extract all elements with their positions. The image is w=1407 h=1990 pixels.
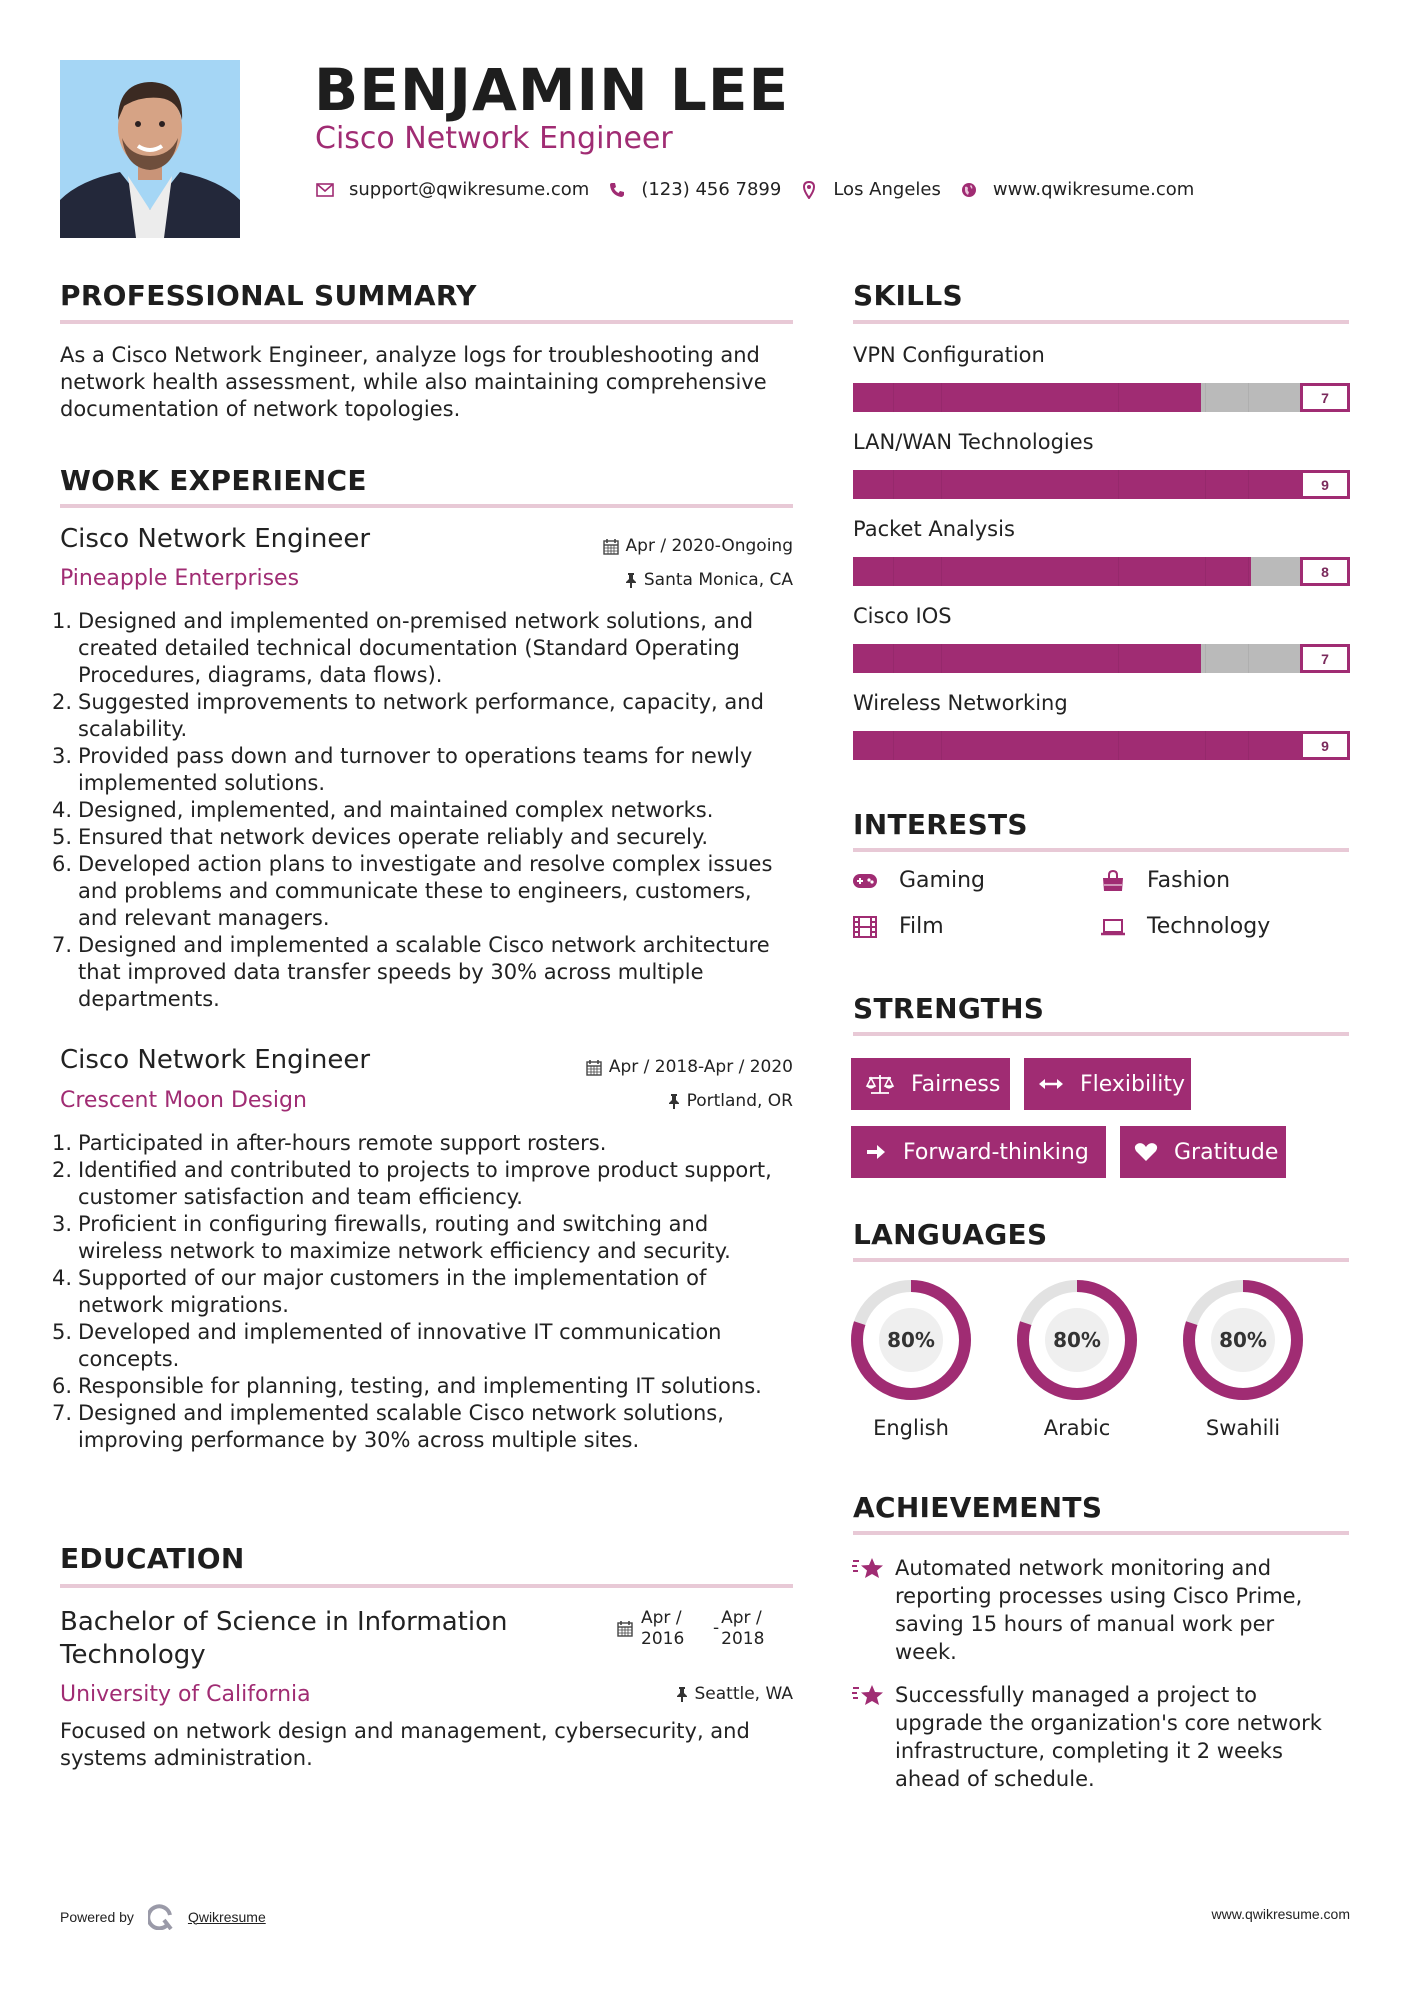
skill-level-badge: 9	[1300, 470, 1350, 499]
skill-segment-divider	[1205, 557, 1206, 586]
interest-film	[851, 914, 944, 939]
strength-fairness	[851, 1058, 1010, 1110]
list-item: 2. Identified and contributed to projects to improve product support, customer satisfaction and team efficiency.	[52, 1158, 772, 1209]
skill-segment-divider	[893, 557, 894, 586]
skill-segment-divider	[1205, 644, 1206, 673]
strength-forward-thinking	[851, 1126, 1106, 1178]
arrows-horizontal-icon	[1038, 1077, 1064, 1091]
list-item: 6. Responsible for planning, testing, and implementing IT solutions.	[52, 1374, 762, 1398]
interest-label: Film	[899, 914, 944, 939]
list-item: 6. Developed action plans to investigate and resolve complex issues and problems and communicate these to engineers, customers, and relevant managers.	[52, 852, 773, 930]
phone-icon	[607, 180, 627, 200]
heart-icon	[1134, 1142, 1158, 1162]
skill-segment-divider	[1205, 731, 1206, 760]
education-date-separator: -	[713, 1618, 720, 1638]
language-percent: 80%	[1053, 1328, 1101, 1352]
experience-divider	[60, 504, 793, 508]
skill-level-badge: 8	[1300, 557, 1350, 586]
skills-list	[853, 343, 1349, 778]
education-heading: EDUCATION	[60, 1542, 245, 1575]
languages-divider	[853, 1258, 1349, 1262]
skill-segment-divider	[893, 383, 894, 412]
school-name: University of California	[60, 1682, 311, 1707]
calendar-icon	[586, 1059, 602, 1076]
skill-segment-divider	[1118, 644, 1119, 673]
pushpin-icon	[625, 572, 637, 588]
contact-email-text: support@qwikresume.com	[349, 179, 590, 200]
achievement-text: Automated network monitoring and reporting processes using Cisco Prime, saving 15 hours of manual work per week.	[895, 1556, 1303, 1664]
strengths-heading: STRENGTHS	[853, 992, 1045, 1025]
skill-segment-divider	[1248, 383, 1249, 412]
job-company: Crescent Moon Design	[60, 1088, 307, 1113]
film-icon	[851, 915, 879, 939]
skill-segment-divider	[1118, 470, 1119, 499]
shooting-star-icon	[851, 1554, 895, 1666]
languages-heading: LANGUAGES	[853, 1218, 1048, 1251]
language-percent: 80%	[1219, 1328, 1267, 1352]
skill-fill	[853, 470, 1300, 499]
skill-track	[853, 644, 1300, 673]
map-pin-icon	[799, 180, 819, 200]
interest-label: Fashion	[1147, 868, 1231, 893]
language-progress-ring	[1017, 1280, 1137, 1400]
skill-progress-bar	[853, 644, 1350, 673]
skill-item	[853, 604, 1349, 691]
strength-flexibility	[1024, 1058, 1191, 1110]
list-item: 2. Suggested improvements to network performance, capacity, and scalability.	[52, 690, 764, 741]
language-percent: 80%	[887, 1328, 935, 1352]
strength-label: Fairness	[911, 1071, 1001, 1097]
job-location-text: Portland, OR	[686, 1091, 793, 1111]
contact-website[interactable]	[959, 179, 1194, 200]
skill-segment-divider	[1248, 644, 1249, 673]
list-item: 3. Proficient in configuring firewalls, routing and switching and wireless network to maximize network efficiency and security.	[52, 1212, 731, 1263]
skill-segment-divider	[1118, 731, 1119, 760]
summary-divider	[60, 320, 793, 324]
language-name: English	[873, 1416, 949, 1440]
interest-fashion	[1099, 868, 1230, 893]
education-dates	[617, 1608, 797, 1650]
list-item: 5. Developed and implemented of innovative IT communication concepts.	[52, 1320, 722, 1371]
list-item: 1. Participated in after-hours remote support rosters.	[52, 1131, 607, 1155]
list-item: 4. Supported of our major customers in the implementation of network migrations.	[52, 1266, 707, 1317]
job-location-text: Santa Monica, CA	[643, 570, 793, 590]
skill-label: Wireless Networking	[853, 691, 1068, 715]
pushpin-icon	[676, 1686, 688, 1702]
skills-divider	[853, 320, 1349, 324]
skill-segment-divider	[893, 644, 894, 673]
list-item: 5. Ensured that network devices operate reliably and securely.	[52, 825, 709, 849]
skill-label: LAN/WAN Technologies	[853, 430, 1094, 454]
globe-icon	[959, 180, 979, 200]
skill-fill	[853, 383, 1201, 412]
job-date	[560, 536, 793, 556]
interests-divider	[853, 848, 1349, 852]
strength-gratitude	[1120, 1126, 1286, 1178]
language-progress-ring	[851, 1280, 971, 1400]
balance-scale-icon	[865, 1073, 895, 1095]
achievement-item-2	[851, 1681, 1341, 1793]
interest-label: Technology	[1147, 914, 1271, 939]
skill-track	[853, 557, 1300, 586]
language-progress-ring	[1183, 1280, 1303, 1400]
skill-progress-bar	[853, 470, 1350, 499]
skill-track	[853, 470, 1300, 499]
job-date	[520, 1057, 793, 1077]
powered-by	[60, 1900, 266, 1933]
strength-label: Gratitude	[1174, 1139, 1279, 1165]
calendar-icon	[617, 1620, 633, 1637]
skill-segment-divider	[941, 470, 942, 499]
interests-heading: INTERESTS	[853, 808, 1028, 841]
job-2-bullets	[52, 1130, 795, 1454]
list-item: 4. Designed, implemented, and maintained complex networks.	[52, 798, 714, 822]
achievement-item-1	[851, 1554, 1341, 1666]
language-name: Arabic	[1043, 1416, 1111, 1440]
summary-heading: PROFESSIONAL SUMMARY	[60, 279, 477, 312]
person-portrait-icon	[60, 60, 240, 238]
contact-location-text: Los Angeles	[833, 179, 941, 200]
strengths-divider	[853, 1032, 1349, 1036]
skill-label: VPN Configuration	[853, 343, 1045, 367]
experience-heading: WORK EXPERIENCE	[60, 464, 367, 497]
pushpin-icon	[668, 1093, 680, 1109]
achievements-divider	[853, 1531, 1349, 1535]
list-item: 7. Designed and implemented a scalable Cisco network architecture that improved data transfer speeds by 30% across multiple departments.	[52, 933, 770, 1011]
contact-email[interactable]	[315, 179, 589, 200]
degree-title: Bachelor of Science in Information Technology	[60, 1607, 508, 1670]
contact-phone[interactable]	[607, 179, 781, 200]
job-date-text: Apr / 2020-Ongoing	[625, 536, 793, 556]
calendar-icon	[603, 538, 619, 555]
job-1-bullets	[52, 608, 795, 1013]
list-item: 7. Designed and implemented scalable Cisco network solutions, improving performance by 30% across multiple sites.	[52, 1401, 724, 1452]
summary-text: As a Cisco Network Engineer, analyze logs for troubleshooting and network health assessment, while also maintaining comprehensive documentation of network topologies.	[60, 343, 767, 421]
skill-progress-bar	[853, 557, 1350, 586]
interest-label: Gaming	[899, 868, 985, 893]
gamepad-icon	[851, 869, 879, 893]
skill-item	[853, 430, 1349, 517]
skill-segment-divider	[1248, 557, 1249, 586]
list-item: 3. Provided pass down and turnover to operations teams for newly implemented solutions.	[52, 744, 753, 795]
interest-technology	[1099, 914, 1270, 939]
job-title: Cisco Network Engineer	[60, 524, 371, 554]
skill-progress-bar	[853, 383, 1350, 412]
skill-item	[853, 691, 1349, 778]
education-date-end: Apr / 2018	[721, 1608, 765, 1649]
skill-track	[853, 383, 1300, 412]
education-location-text: Seattle, WA	[694, 1684, 793, 1704]
job-date-text: Apr / 2018-Apr / 2020	[608, 1057, 793, 1077]
skill-segment-divider	[1205, 383, 1206, 412]
job-company: Pineapple Enterprises	[60, 566, 300, 591]
skill-track	[853, 731, 1300, 760]
skill-level-badge: 7	[1300, 644, 1350, 673]
skill-segment-divider	[1118, 557, 1119, 586]
skills-heading: SKILLS	[853, 279, 963, 312]
skill-fill	[853, 557, 1251, 586]
skill-segment-divider	[1118, 383, 1119, 412]
skill-segment-divider	[1248, 470, 1249, 499]
education-location	[560, 1684, 793, 1704]
shooting-star-icon	[851, 1681, 895, 1793]
skill-fill	[853, 644, 1201, 673]
skill-item	[853, 343, 1349, 430]
language-item	[851, 1280, 971, 1440]
education-date-start: Apr / 2016	[641, 1608, 685, 1649]
qwikresume-logo-icon	[148, 1900, 174, 1933]
skill-label: Cisco IOS	[853, 604, 952, 628]
skill-segment-divider	[893, 470, 894, 499]
profile-photo	[60, 60, 240, 238]
skill-level-badge: 9	[1300, 731, 1350, 760]
skill-segment-divider	[1205, 470, 1206, 499]
candidate-name: BENJAMIN LEE	[314, 56, 790, 124]
powered-by-label: Powered by	[60, 1908, 134, 1925]
footer-website[interactable]: www.qwikresume.com	[1211, 1906, 1350, 1922]
interest-gaming	[851, 868, 985, 893]
envelope-icon	[315, 180, 335, 200]
candidate-title: Cisco Network Engineer	[315, 121, 673, 156]
skill-segment-divider	[893, 731, 894, 760]
shopping-bag-icon	[1099, 869, 1127, 893]
language-name: Swahili	[1205, 1416, 1281, 1440]
skill-fill	[853, 731, 1300, 760]
strength-label: Flexibility	[1080, 1071, 1185, 1097]
skill-segment-divider	[941, 644, 942, 673]
skill-segment-divider	[1248, 731, 1249, 760]
job-location	[560, 1091, 793, 1111]
skill-item	[853, 517, 1349, 604]
contact-bar	[315, 179, 1212, 200]
job-title: Cisco Network Engineer	[60, 1045, 371, 1075]
list-item: 1. Designed and implemented on-premised network solutions, and created detailed technical documentation (Standard Operating Procedures, diagrams, data flows).	[52, 609, 754, 687]
contact-location	[799, 179, 941, 200]
arrow-right-icon	[865, 1142, 887, 1162]
qwikresume-link[interactable]: Qwikresume	[187, 1908, 266, 1925]
language-item	[1017, 1280, 1137, 1440]
education-divider	[60, 1584, 793, 1588]
skill-label: Packet Analysis	[853, 517, 1015, 541]
contact-phone-text: (123) 456 7899	[641, 179, 782, 200]
achievements-heading: ACHIEVEMENTS	[853, 1491, 1103, 1524]
contact-website-text: www.qwikresume.com	[992, 179, 1195, 200]
skill-level-badge: 7	[1300, 383, 1350, 412]
laptop-icon	[1099, 915, 1127, 939]
language-item	[1183, 1280, 1303, 1440]
skill-segment-divider	[941, 731, 942, 760]
education-description: Focused on network design and management, cybersecurity, and systems administration.	[60, 1719, 750, 1770]
skill-progress-bar	[853, 731, 1350, 760]
strength-label: Forward-thinking	[903, 1139, 1089, 1165]
achievement-text: Successfully managed a project to upgrade the organization's core network infrastructure, completing it 2 weeks ahead of schedule.	[895, 1683, 1322, 1791]
skill-segment-divider	[941, 383, 942, 412]
job-location	[560, 570, 793, 590]
skill-segment-divider	[941, 557, 942, 586]
